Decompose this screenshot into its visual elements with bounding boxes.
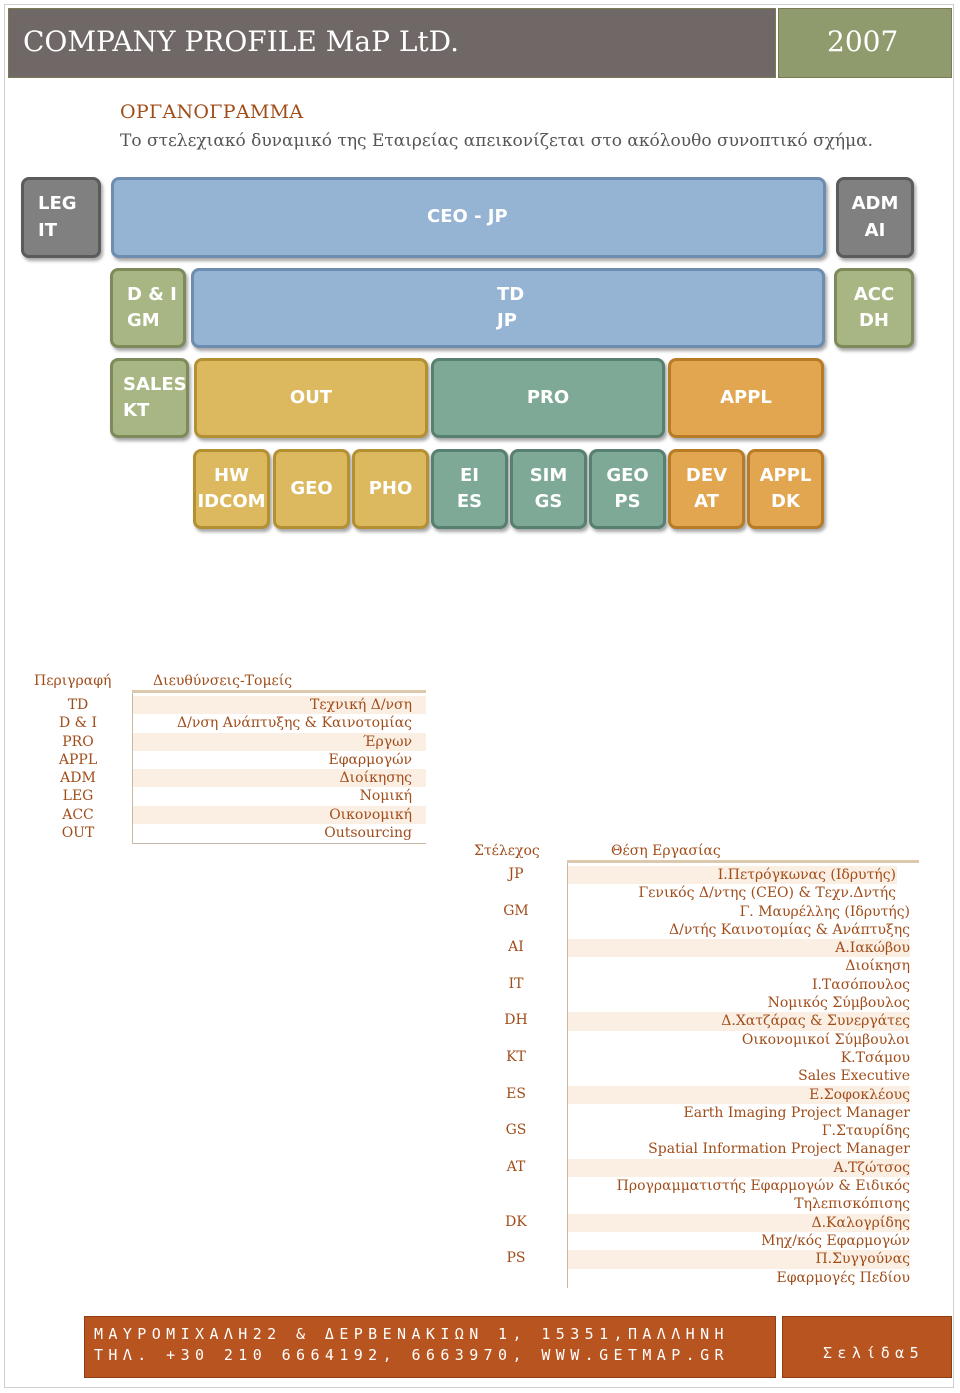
table-cell: Earth Imaging Project Manager bbox=[683, 1104, 910, 1121]
table-cell: Εφαρμογών bbox=[328, 751, 412, 768]
footer-phone: ΤΗΛ. +30 210 6664192, 6663970, WWW.GETMAP.GR bbox=[94, 1346, 729, 1364]
org-box-dev-at: DEV AT bbox=[668, 449, 745, 529]
table-cell: TD bbox=[67, 697, 89, 713]
table-cell: Sales Executive bbox=[798, 1068, 910, 1085]
table-cell: Δ.Καλογρίδης bbox=[811, 1214, 910, 1231]
table-cell: JP bbox=[508, 866, 524, 882]
table-cell: APPL bbox=[58, 751, 98, 768]
document-year: 2007 bbox=[778, 8, 952, 78]
table-cell: DH bbox=[504, 1012, 528, 1029]
departments-codes bbox=[34, 696, 122, 842]
org-box-acc-dh: ACC DH bbox=[834, 268, 914, 348]
table-cell: AT bbox=[506, 1158, 526, 1175]
table-cell: Διοίκησης bbox=[339, 770, 412, 787]
departments-header-name: Διευθύνσεις-Τομείς bbox=[153, 673, 293, 689]
table-cell: DK bbox=[505, 1213, 527, 1230]
org-box-sim-gs: SIM GS bbox=[510, 449, 587, 529]
table-cell: Οικονομικοί Σύμβουλοι bbox=[741, 1031, 910, 1048]
table-cell: Ι.Πετρόγκωνας (Ιδρυτής) bbox=[717, 867, 896, 883]
org-box-sales-kt: SALES KT bbox=[110, 358, 189, 438]
table-cell: Δ.Χατζάρας & Συνεργάτες bbox=[721, 1013, 910, 1030]
departments-header-code: Περιγραφή bbox=[34, 673, 112, 689]
org-box-geo-ps: GEO PS bbox=[589, 449, 666, 529]
table-cell: ACC bbox=[62, 806, 94, 823]
departments-names bbox=[140, 696, 412, 842]
section-intro: Το στελεχιακό δυναμικό της Εταιρείας απεικονίζεται στο ακόλουθο συνοπτικό σχήμα. bbox=[120, 131, 873, 151]
org-box-out: OUT bbox=[194, 358, 428, 438]
org-box-td-jp: TD JP bbox=[191, 268, 825, 348]
staff-positions bbox=[570, 903, 910, 1287]
table-cell: KT bbox=[506, 1049, 526, 1065]
table-cell: Δ/ντής Καινοτομίας & Ανάπτυξης bbox=[669, 921, 910, 938]
section-heading: ΟΡΓΑΝΟΓΡΑΜΜΑ bbox=[120, 101, 304, 123]
table-cell: Α.Ιακώβου bbox=[835, 940, 910, 957]
org-box-appl-dk: APPL DK bbox=[747, 449, 824, 529]
table-cell: Νομική bbox=[359, 788, 412, 805]
staff-header-position: Θέση Εργασίας bbox=[611, 843, 721, 859]
staff-header-code: Στέλεχος bbox=[474, 843, 540, 859]
table-cell: Διοίκηση bbox=[845, 958, 910, 975]
table-cell: Spatial Information Project Manager bbox=[648, 1141, 910, 1158]
table-cell: Α.Τζώτσος bbox=[833, 1159, 910, 1176]
page-number: Σελίδα5 bbox=[823, 1344, 925, 1362]
table-cell: Outsourcing bbox=[324, 825, 412, 842]
org-box-leg-it: LEG IT bbox=[21, 177, 101, 258]
footer-address: ΜΑΥΡΟΜΙΧΑΛΗ22 & ΔΕΡΒΕΝΑΚΙΩΝ 1, 15351,ΠΑΛΛΗΝΗ bbox=[94, 1325, 729, 1343]
table-cell: LEG bbox=[62, 788, 94, 805]
org-box-di-gm: D & I GM bbox=[110, 268, 186, 348]
table-cell: IT bbox=[508, 975, 524, 992]
table-cell: OUT bbox=[61, 825, 95, 842]
table-cell: Γενικός Δ/ντης (CEO) & Τεχν.Δντής bbox=[638, 885, 896, 902]
table-cell: D & I bbox=[58, 715, 98, 732]
table-cell: Μηχ/κός Εφαρμογών bbox=[761, 1232, 910, 1249]
table-cell: Προγραμματιστής Εφαρμογών & Ειδικός bbox=[616, 1178, 910, 1195]
table-cell: Εφαρμογές Πεδίου bbox=[776, 1269, 910, 1286]
staff-positions-top bbox=[570, 866, 896, 903]
org-box-adm-ai: ADM AI bbox=[836, 177, 914, 258]
table-cell: Τεχνική Δ/νση bbox=[310, 697, 412, 713]
org-box-pro: PRO bbox=[431, 358, 665, 438]
table-cell: Ε.Σοφοκλέους bbox=[809, 1086, 910, 1103]
org-box-ceo: CEO - JP bbox=[111, 177, 826, 258]
table-cell: Τηλεπισκόπισης bbox=[794, 1196, 910, 1213]
table-cell: AI bbox=[508, 939, 524, 956]
table-cell: ADM bbox=[60, 770, 96, 787]
table-cell: Γ.Σταυρίδης bbox=[821, 1123, 910, 1140]
table-cell: GM bbox=[503, 902, 529, 919]
table-cell: ES bbox=[506, 1085, 526, 1102]
org-box-pho: PHO bbox=[352, 449, 429, 529]
table-cell: Κ.Τσάμου bbox=[840, 1049, 910, 1066]
table-cell: Έργων bbox=[362, 733, 412, 750]
document-title: COMPANY PROFILE MaP LtD. bbox=[8, 8, 776, 78]
table-cell: Οικονομική bbox=[329, 806, 412, 823]
table-cell: Ι.Τασόπουλος bbox=[811, 976, 910, 993]
table-cell: Δ/νση Ανάπτυξης & Καινοτομίας bbox=[177, 715, 412, 732]
table-cell: PS bbox=[506, 1250, 526, 1267]
table-cell: Γ. Μαυρέλλης (Ιδρυτής) bbox=[739, 903, 910, 920]
table-cell: Νομικός Σύμβουλος bbox=[767, 995, 910, 1012]
table-cell: GS bbox=[505, 1122, 527, 1139]
org-box-geo: GEO bbox=[273, 449, 350, 529]
table-cell: PRO bbox=[62, 733, 94, 750]
org-box-ei-es: EI ES bbox=[431, 449, 508, 529]
org-box-hw-idcom: HW IDCOM bbox=[193, 449, 270, 529]
org-box-appl: APPL bbox=[668, 358, 824, 438]
table-cell: Π.Συγγούνας bbox=[815, 1251, 910, 1268]
